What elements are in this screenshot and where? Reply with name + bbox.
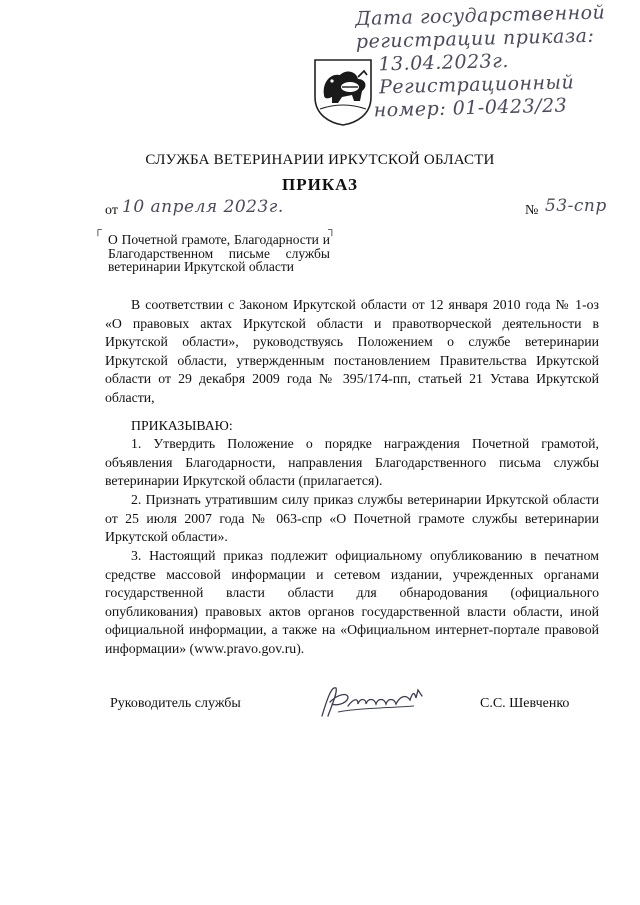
- document-number: 53-спр: [545, 196, 607, 216]
- registration-note-line: регистрации приказа:: [355, 24, 595, 53]
- document-type-title: ПРИКАЗ: [282, 175, 358, 194]
- irkutsk-emblem-icon: [312, 57, 374, 127]
- order-item: 1. Утвердить Положение о порядке награждения Почетной грамотой, объявления Благодарности, направления Благодарственного письма службы ветеринарии Иркутской области (прилагается).: [105, 436, 599, 488]
- order-item: 3. Настоящий приказ подлежит официальному опубликованию в печатном средстве массовой информации и сетевом издании, учрежденных органами государственной власти области для обнародования (официального опубликования) правовых актов органов государственной власти области, иной официальной информации, а также на «Официальном интернет-портале правовой информации» (www.pravo.gov.ru).: [105, 548, 599, 656]
- document-subject: [94, 224, 336, 274]
- order-word: ПРИКАЗЫВАЮ:: [131, 418, 233, 433]
- bracket-mark: ┐: [328, 224, 336, 236]
- order-item: 2. Признать утратившим силу приказ службы ветеринарии Иркутской области от 25 июля 2007 года № 063-спр «О Почетной грамоте службы ветеринарии Иркутской области».: [105, 492, 599, 544]
- organization-name: СЛУЖБА ВЕТЕРИНАРИИ ИРКУТСКОЙ ОБЛАСТИ: [145, 152, 495, 168]
- registration-note-line: 13.04.2023г.: [378, 49, 510, 76]
- bracket-mark: ┌: [94, 224, 102, 236]
- number-prefix: №: [525, 203, 539, 218]
- signer-title: Руководитель службы: [110, 696, 241, 711]
- signer-name: С.С. Шевченко: [480, 696, 570, 711]
- registration-note-line: Регистрационный: [378, 71, 575, 99]
- registration-note-line: номер: 01-0423/23: [373, 94, 568, 122]
- document-date: 10 апреля 2023г.: [122, 197, 284, 217]
- preamble-paragraph: В соответствии с Законом Иркутской области от 12 января 2010 года № 1-оз «О правовых актах Иркутской области и правотворческой деятельности в Иркутской области», руководствуясь Положением о службе ветеринарии Иркутской области, утвержденным постановлением Правительства Иркутской области от 29 декабря 2009 года № 395/174-пп, статьей 21 Устава Иркутской области,: [105, 297, 599, 405]
- registration-note-line: Дата государственной: [355, 1, 606, 30]
- date-prefix: от: [105, 203, 118, 218]
- subject-text: О Почетной грамоте, Благодарности и Благодарственном письме службы ветеринарии Иркутской области: [108, 232, 330, 274]
- registration-handwritten-note: [355, 1, 608, 123]
- handwritten-signature-icon: [318, 676, 433, 726]
